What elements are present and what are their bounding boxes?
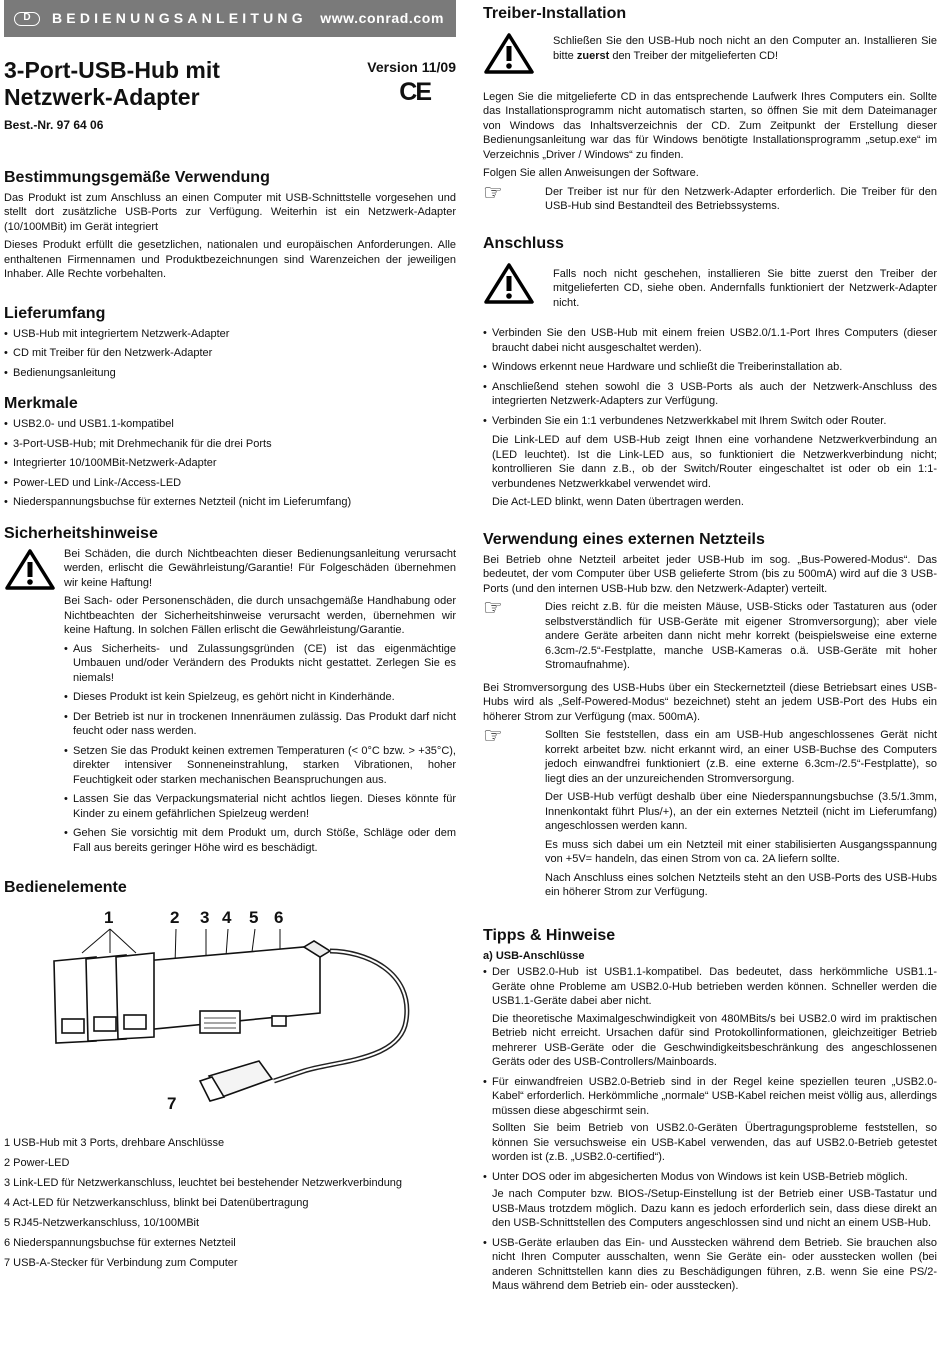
paragraph: Das Produkt ist zum Anschluss an einen Computer mit USB-Schnittstelle vorgesehen und stellt dort zusätzliche USB-Ports zur Verfügung. Weiterhin ist ein Netzwerk-Adapter (10/100MBit) im Gerät integriert	[4, 191, 456, 233]
list-item: • Verbinden Sie den USB-Hub mit einem freien USB2.0/1.1-Port Ihres Computers (dieser braucht dabei nicht ausgeschaltet werden).	[483, 326, 937, 355]
section-heading: Anschluss	[483, 234, 564, 252]
callout-1: 1	[104, 908, 114, 927]
paragraph: Der Treiber ist nur für den Netzwerk-Adapter erforderlich. Die Treiber für den USB-Hub sind Bestandteil des Betriebssystems.	[545, 185, 937, 212]
paragraph: Die Link-LED auf dem USB-Hub zeigt Ihnen eine vorhandene Netzwerkverbindung an (LED leuchtet). Ist die Link-LED aus, so funktioniert die Netzwerkverbindung nicht; kontrollieren Sie dann z.B., ob der Switch/Router eingeschaltet ist oder ob ein 1:1-verbundenes Netzwerkkabel verwendet wird.	[492, 434, 937, 490]
list-item: • Niederspannungsbuchse für externes Netzteil (nicht im Lieferumfang)	[4, 495, 456, 510]
paragraph: Die Act-LED blinkt, wenn Daten übertragen werden.	[492, 496, 744, 508]
pointing-hand-icon: ☞	[483, 723, 503, 748]
list-item: • Der USB2.0-Hub ist USB1.1-kompatibel. Das bedeutet, dass herkömmliche USB1.1-Geräte ohne Probleme am USB2.0-Hub betrieben werden können. Schneller werden die USB1.1-Geräte dabei aber nicht. Die theoretische Maximalgeschwindigkeit von 480MBits/s bei USB2.0 wird im praktischen Betrieb nicht erreicht. Ursachen dafür sind Protokollinformationen, gleichzeitiger Betrieb mehrerer USB-Geräte oder die Geschwindigkeitsbeschränkung des angeschlossenen Geräts oder des USB-Controllers/Mainboards.	[483, 965, 937, 1070]
callout-3: 3	[200, 908, 210, 927]
list-item: • Unter DOS oder im abgesicherten Modus von Windows ist kein USB-Betrieb möglich. Je nach Computer bzw. BIOS-/Setup-Einstellung ist der Betrieb einer USB-Tastatur und USB-Maus trotzdem möglich. Dazu kann es jedoch erforderlich sein, dass diese direkt an den USB-Schnittstellen des Computers angeschlossen sind und nicht an einem USB-Hub.	[483, 1170, 937, 1231]
section-heading: Verwendung eines externen Netzteils	[483, 530, 765, 548]
order-number: Best.-Nr. 97 64 06	[4, 118, 104, 132]
paragraph: Bei Stromversorgung des USB-Hubs über ein Steckernetzteil (diese Betriebsart eines USB-Hubs wird als „Self-Powered-Modus“ bezeichnet) steht an jedem USB-Port des Hubs ein höherer Strom zur Verfügung (max. 500mA).	[483, 681, 937, 723]
power-note	[483, 595, 937, 677]
paragraph: Schließen Sie den USB-Hub noch nicht an den Computer an. Installieren Sie bitte zuerst den Treiber der mitgelieferten CD!	[553, 35, 937, 62]
callout-7: 7	[167, 1094, 177, 1113]
header-banner	[4, 0, 456, 37]
safety-warning	[4, 547, 456, 861]
section-heading: Sicherheitshinweise	[4, 524, 158, 542]
paragraph: Legen Sie die mitgelieferte CD in das entsprechende Laufwerk Ihres Computers ein. Sollte das Installationsprogramm nicht automatisch starten, so öffnen Sie mit dem Dateimanager von Windows das Inhaltsverzeichnis der CD. Zum Zeitpunkt der Erstellung dieser Bedienungsanleitung war das für Windows benötigte Installationsprogramm „setup.exe“ im Verzeichnis „Driver / Windows“ zu finden.	[483, 90, 937, 161]
section-heading: Merkmale	[4, 395, 78, 412]
driver-section	[483, 4, 937, 218]
section-heading: Tipps & Hinweise	[483, 926, 616, 944]
connection-section	[483, 234, 937, 510]
callout-4: 4	[222, 908, 232, 927]
driver-note	[483, 179, 937, 218]
controls-section	[4, 878, 456, 1270]
callout-6: 6	[274, 908, 284, 927]
warning-triangle-icon	[4, 547, 56, 861]
list-item: • CD mit Treiber für den Netzwerk-Adapter	[4, 346, 456, 361]
legend-item: 7 USB-A-Stecker für Verbindung zum Computer	[4, 1256, 238, 1269]
list-item: • Lassen Sie das Verpackungsmaterial nicht achtlos liegen. Dieses könnte für Kinder zu einem gefährlichen Spielzeug werden!	[64, 792, 456, 821]
warning-triangle-icon	[483, 31, 535, 80]
list-item: • Windows erkennt neue Hardware und schließt die Treiberinstallation ab.	[483, 360, 937, 375]
legend-item: 1 USB-Hub mit 3 Ports, drehbare Anschlüsse	[4, 1136, 225, 1149]
paragraph: Sollten Sie feststellen, dass ein am USB-Hub angeschlossenes Gerät nicht korrekt arbeitet bzw. nicht erkannt wird, an einer USB-Buchse des Computers jedoch einwandfrei funktioniert (z.B. eine externe 6.3cm-/2.5“-Festplatte), so liegt dies an der unzureichenden Stromversorgung.	[545, 729, 937, 785]
list-item: • Für einwandfreien USB2.0-Betrieb sind in der Regel keine speziellen teuren „USB2.0-Kabel“ erforderlich. Herkömmliche „normale“ USB-Kabel reichen meist völlig aus, allerdings müssen diese abgeschirmt sein. Sollten Sie beim Betrieb von USB2.0-Geräten Übertragungsprobleme feststellen, so können Sie versuchsweise ein USB-Kabel verwenden, das auf USB2.0-Betrieb getestet worden ist (z.B. „USB2.0-certified“).	[483, 1075, 937, 1165]
section-heading: Treiber-Installation	[483, 5, 627, 22]
list-item: • Bedienungsanleitung	[4, 366, 456, 381]
pointing-hand-icon: ☞	[483, 595, 503, 620]
section-heading: Bedienelemente	[4, 879, 127, 896]
section-heading: Lieferumfang	[4, 304, 106, 322]
manual-title: BEDIENUNGSANLEITUNG	[52, 10, 307, 27]
features-section	[4, 394, 456, 510]
section-heading: Bestimmungsgemäße Verwendung	[4, 168, 270, 186]
list-item: • Power-LED und Link-/Access-LED	[4, 476, 456, 491]
paragraph: Es muss sich dabei um ein Netzteil mit einer stabilisierten Ausgangsspannung von +5V= handeln, das einen Strom von ca. 2A liefern sollte.	[545, 838, 937, 865]
paragraph: Der USB-Hub verfügt deshalb über eine Niederspannungsbuchse (3.5/1.3mm, Innenkontakt führt Plus/+), an der ein externes Netzteil (nicht im Lieferumfang) angeschlossen werden kann.	[545, 791, 937, 832]
paragraph: Folgen Sie allen Anweisungen der Software.	[483, 167, 699, 179]
list-item: • USB-Geräte erlauben das Ein- und Ausstecken während dem Betrieb. Sie brauchen also nicht Ihren Computer ausschalten, wenn Sie Geräte ein- oder ausstecken wollen (bei anderen Schnittstellen kann dies zu Beschädigungen führen, z.B. wenn Sie eine PS/2-Maus während dem Betrieb ein- oder ausstecken).	[483, 1236, 937, 1294]
list-item: • Verbinden Sie ein 1:1 verbundenes Netzwerkkabel mit Ihrem Switch oder Router.	[483, 414, 937, 429]
paragraph: Bei Schäden, die durch Nichtbeachten dieser Bedienungsanleitung verursacht werden, erlischt die Gewährleistung/Garantie! Für Folgeschäden übernehmen wir keine Haftung!	[64, 547, 456, 589]
list-item: • 3-Port-USB-Hub; mit Drehmechanik für die drei Ports	[4, 437, 456, 452]
ce-mark-icon: CE	[399, 78, 430, 106]
list-item: • Anschließend stehen sowohl die 3 USB-Ports als auch der Netzwerk-Anschluss des integrierten Netzwerk-Adapters zur Verfügung.	[483, 380, 937, 409]
list-item: • Gehen Sie vorsichtig mit dem Produkt um, durch Stöße, Schläge oder dem Fall aus bereits geringer Höhe wird es beschädigt.	[64, 826, 456, 855]
list-item: • Setzen Sie das Produkt keinen extremen Temperaturen (< 0°C bzw. > +35°C), direkter intensiver Sonneneinstrahlung, starken Vibrationen, hoher Feuchtigkeit oder starken mechanischen Beanspruchungen aus.	[64, 744, 456, 788]
delivery-section	[4, 304, 456, 381]
paragraph: Bei Betrieb ohne Netzteil arbeitet jeder USB-Hub im sog. „Bus-Powered-Modus“. Das bedeutet, der vom Computer über USB gelieferte Strom (bis zu 500mA) wird auf die 3 USB-Ports (und den internen USB-Hub bzw. den Netzwerk-Adapter) verteilt.	[483, 553, 937, 595]
right-column	[483, 0, 937, 1299]
power-section	[483, 530, 937, 904]
website-url[interactable]: www.conrad.com	[320, 10, 444, 27]
list-item: • Aus Sicherheits- und Zulassungsgründen (CE) ist das eigenmächtige Umbauen und/oder Verändern des Produkts nicht gestattet. Zerlegen Sie es niemals!	[64, 642, 456, 686]
driver-warning	[483, 31, 937, 80]
paragraph: Nach Anschluss eines solchen Netzteils steht an den USB-Ports des USB-Hubs ein höherer Strom zur Verfügung.	[545, 871, 937, 898]
list-item: • Integrierter 10/100MBit-Netzwerk-Adapter	[4, 456, 456, 471]
safety-section	[4, 524, 456, 861]
legend-item: 4 Act-LED für Netzwerkanschluss, blinkt bei Datenübertragung	[4, 1196, 309, 1209]
subsection-heading: a) USB-Anschlüsse	[483, 949, 585, 962]
connection-warning	[483, 261, 937, 315]
paragraph: Bei Sach- oder Personenschäden, die durch unsachgemäße Handhabung oder Nichtbeachten der Sicherheitshinweise verursacht werden, übernehmen wir keine Haftung. In solchen Fällen erlischt die Gewährleistung/Garantie.	[64, 595, 456, 636]
intended-use-section	[4, 168, 456, 282]
left-column	[4, 0, 456, 1276]
legend-item: 2 Power-LED	[4, 1156, 70, 1169]
paragraph: Dies reicht z.B. für die meisten Mäuse, USB-Sticks oder Tastaturen aus (oder selbstverständlich für USB-Geräte mit eigener Stromversorgung); aber viele andere Geräte arbeiten dann nicht mehr korrekt (beispielsweise eine externe 6.3cm-/2.5“-Festplatte, manche USB-Kameras o.ä. USB-Geräte mit hoher Stromaufnahme).	[545, 601, 937, 671]
list-item: • USB2.0- und USB1.1-kompatibel	[4, 417, 456, 432]
controls-legend	[4, 1136, 456, 1271]
list-item: • Dieses Produkt ist kein Spielzeug, es gehört nicht in Kinderhände.	[64, 690, 456, 705]
device-illustration	[4, 901, 456, 1131]
legend-item: 3 Link-LED für Netzwerkanschluss, leuchtet bei bestehender Netzwerkverbindung	[4, 1176, 403, 1189]
version-label: Version 11/09	[367, 59, 456, 75]
callout-2: 2	[170, 908, 180, 927]
pointing-hand-icon: ☞	[483, 179, 503, 205]
language-badge: D	[14, 12, 40, 26]
paragraph: Dieses Produkt erfüllt die gesetzlichen, nationalen und europäischen Anforderungen. Alle enthaltenen Firmennamen und Produktbezeichnungen sind Warenzeichen der jeweiligen Inhaber. Alle Rechte vorbehalten.	[4, 239, 456, 280]
legend-item: 5 RJ45-Netzwerkanschluss, 10/100MBit	[4, 1216, 200, 1229]
power-note	[483, 723, 937, 904]
legend-item: 6 Niederspannungsbuchse für externes Netzteil	[4, 1236, 236, 1249]
warning-triangle-icon	[483, 261, 535, 315]
list-item: • Der Betrieb ist nur in trockenen Innenräumen zulässig. Das Produkt darf nicht feucht oder nass werden.	[64, 710, 456, 739]
product-title: 3-Port-USB-Hub mit Netzwerk-Adapter	[4, 57, 220, 110]
paragraph: Falls noch nicht geschehen, installieren Sie bitte zuerst den Treiber der mitgelieferten CD, siehe oben. Andernfalls funktioniert der Netzwerk-Adapter nicht.	[553, 267, 937, 309]
tips-section	[483, 926, 937, 1294]
list-item: • USB-Hub mit integriertem Netzwerk-Adapter	[4, 327, 456, 342]
callout-5: 5	[249, 908, 259, 927]
